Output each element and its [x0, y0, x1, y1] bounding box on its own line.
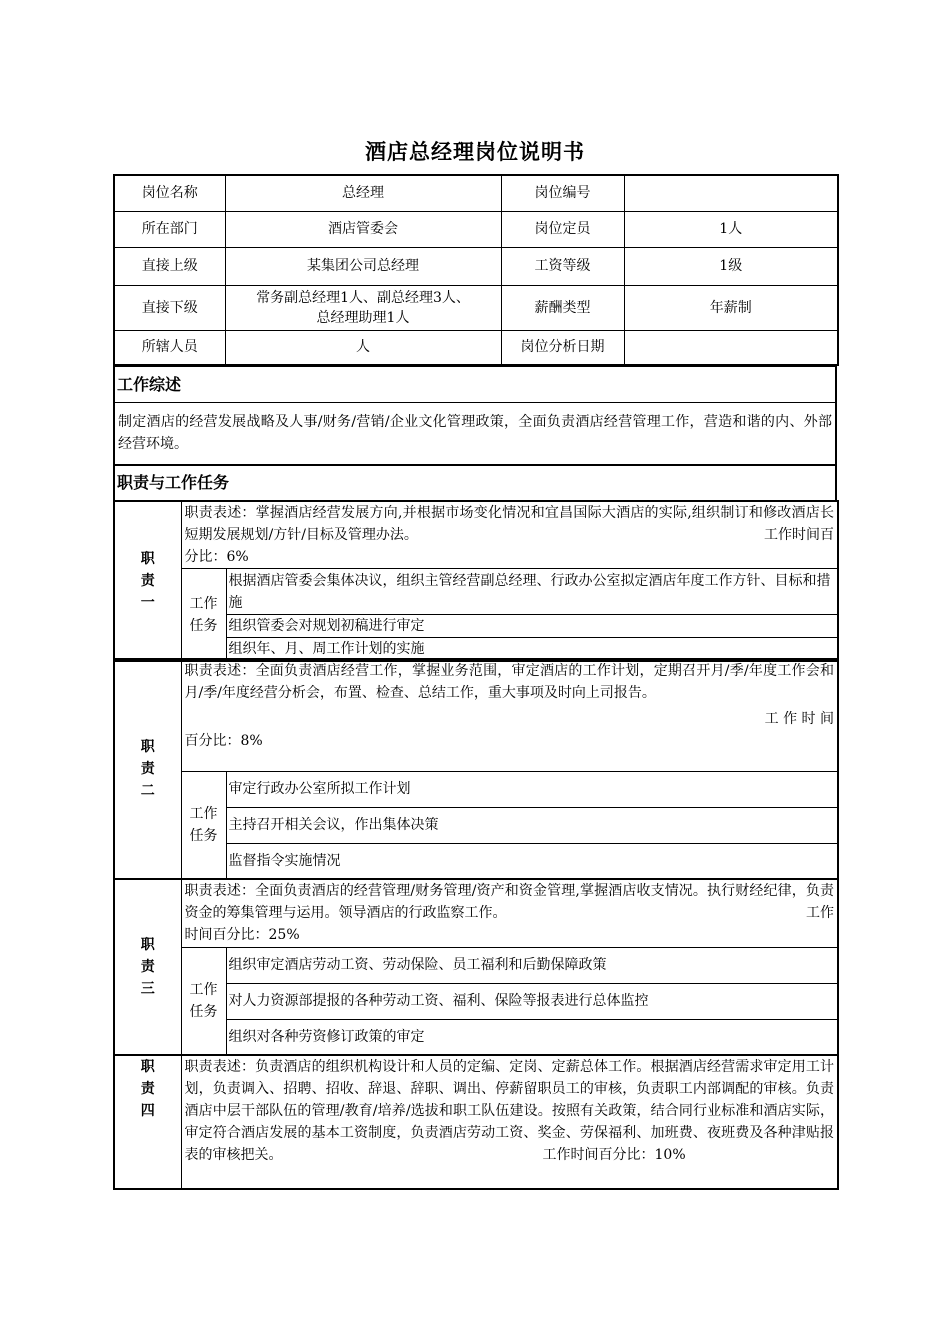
table-row — [114, 330, 838, 365]
summary-table — [113, 366, 837, 465]
field-value: 1人 — [624, 211, 838, 247]
time-percent-label: 工 作 时 间 — [764, 711, 834, 727]
field-value — [225, 285, 501, 330]
task-item: 组织审定酒店劳动工资、劳动保险、员工福利和后勤保障政策 — [226, 947, 838, 983]
task-item: 审定行政办公室所拟工作计划 — [226, 771, 838, 807]
time-percent: 百分比：8% — [184, 733, 263, 749]
duty-label: 职 责 一 — [114, 501, 181, 661]
field-value — [624, 175, 838, 211]
duty-description: 职责表述：掌握酒店经营发展方向,并根据市场变化情况和宜昌国际大酒店的实际,组织制订和修改酒店长短期发展规划/方针/目标及管理办法。 工作时间百 分比：6% — [181, 501, 838, 569]
page-title: 酒店总经理岗位说明书 — [365, 139, 585, 164]
task-item: 组织管委会对规划初稿进行审定 — [226, 615, 838, 638]
task-item: 对人力资源部提报的各种劳动工资、福利、保险等报表进行总体监控 — [226, 983, 838, 1019]
task-item: 组织对各种劳资修订政策的审定 — [226, 1019, 838, 1055]
duty-label: 职 责 四 — [114, 1055, 181, 1189]
field-value: 人 — [225, 330, 501, 365]
task-item: 组织年、月、周工作计划的实施 — [226, 638, 838, 662]
subordinate-line: 常务副总经理1人、副总经理3人、 — [256, 289, 470, 306]
time-percent: 时间百分比：25% — [184, 927, 300, 943]
task-item: 监督指令实施情况 — [226, 843, 838, 879]
field-value: 某集团公司总经理 — [225, 247, 501, 285]
subordinate-line: 总经理助理1人 — [316, 309, 410, 326]
field-label: 所辖人员 — [114, 330, 225, 365]
field-value: 年薪制 — [624, 285, 838, 330]
field-label: 直接上级 — [114, 247, 225, 285]
time-percent-label: 工作时间百 — [764, 527, 834, 543]
table-row — [114, 211, 838, 247]
duty-description: 职责表述：全面负责酒店的经营管理/财务管理/资产和资金管理,掌握酒店收支情况。执行财经纪律，负责资金的筹集管理与运用。领导酒店的行政监察工作。 工作 时间百分比：25% — [181, 879, 838, 947]
duty-block — [113, 1054, 839, 1190]
field-label: 直接下级 — [114, 285, 225, 330]
duty-label: 职 责 二 — [114, 659, 181, 879]
time-percent: 分比：6% — [184, 549, 249, 565]
table-row — [114, 285, 838, 330]
task-label: 工作 任务 — [181, 947, 226, 1055]
table-row — [114, 175, 838, 211]
field-label: 岗位分析日期 — [501, 330, 624, 365]
field-label: 岗位编号 — [501, 175, 624, 211]
duty-label: 职 责 三 — [114, 879, 181, 1055]
field-label: 岗位名称 — [114, 175, 225, 211]
table-row — [114, 247, 838, 285]
summary-heading: 工作综述 — [114, 367, 836, 403]
position-info-table — [113, 174, 839, 366]
task-label: 工作 任务 — [181, 569, 226, 662]
field-value: 酒店管委会 — [225, 211, 501, 247]
task-item: 根据酒店管委会集体决议，组织主管经营副总经理、行政办公室拟定酒店年度工作方针、目标和措施 — [226, 569, 838, 615]
duty-description: 职责表述：全面负责酒店经营工作，掌握业务范围，审定酒店的工作计划，定期召开月/季/年度工作会和月/季/年度经营分析会，布置、检查、总结工作，重大事项及时向上司报告。 工 作 时 间 百分比：8% — [181, 659, 838, 771]
field-value: 总经理 — [225, 175, 501, 211]
duty-description: 职责表述：负责酒店的组织机构设计和人员的定编、定岗、定薪总体工作。根据酒店经营需求审定用工计划，负责调入、招聘、招收、辞退、辞职、调出、停薪留职员工的审核，负责职工内部调配的审核。负责酒店中层干部队伍的管理/教育/培养/选拔和职工队伍建设。按照有关政策，结合同行业标准和酒店实际，审定符合酒店发展的基本工资制度，负责酒店劳动工资、奖金、劳保福利、加班费、夜班费及各种津贴报表的审核把关。 工作时间百分比：10% — [181, 1055, 838, 1189]
duties-heading-table — [113, 464, 837, 502]
field-label: 工资等级 — [501, 247, 624, 285]
time-percent: 工作时间百分比：10% — [542, 1147, 686, 1163]
time-percent-label: 工作 — [806, 905, 835, 921]
field-value — [624, 330, 838, 365]
field-label: 所在部门 — [114, 211, 225, 247]
field-label: 薪酬类型 — [501, 285, 624, 330]
field-value: 1级 — [624, 247, 838, 285]
duties-heading: 职责与工作任务 — [114, 465, 836, 501]
task-item: 主持召开相关会议，作出集体决策 — [226, 807, 838, 843]
task-label: 工作 任务 — [181, 771, 226, 879]
field-label: 岗位定员 — [501, 211, 624, 247]
duty-block — [113, 500, 839, 662]
summary-text: 制定酒店的经营发展战略及人事/财务/营销/企业文化管理政策，全面负责酒店经营管理工作，营造和谐的内、外部经营环境。 — [114, 403, 836, 465]
duty-block — [113, 878, 839, 1056]
duty-block — [113, 658, 839, 880]
